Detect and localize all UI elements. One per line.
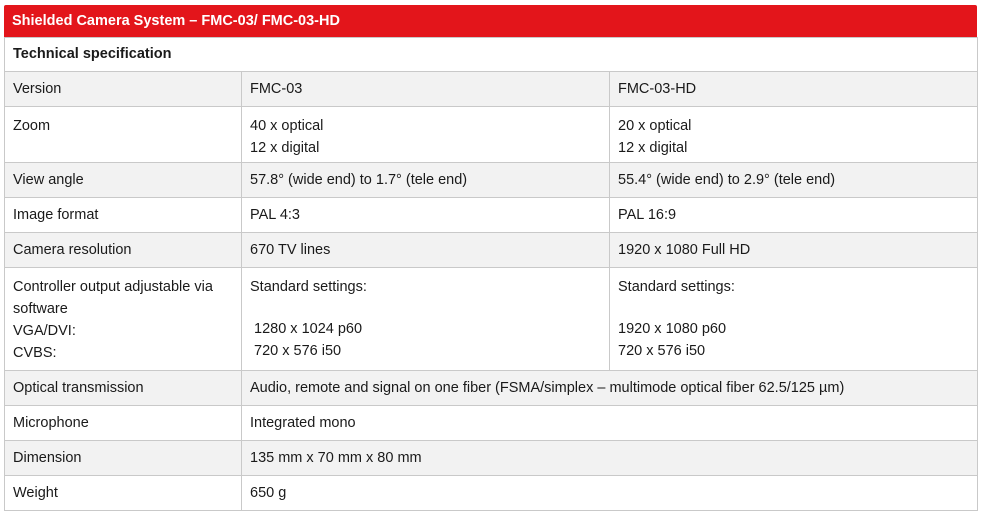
spec-sheet (4, 5, 977, 511)
row-label-optical-transmission: Optical transmission (5, 371, 242, 406)
table-row (5, 198, 978, 233)
spec-table (4, 37, 978, 511)
resolution-fmc03: 670 TV lines (242, 233, 610, 268)
vga-dvi-value: 1280 x 1024 p60 (254, 321, 363, 337)
section-title: Technical specification (5, 38, 978, 72)
zoom-optical: 20 x optical (618, 118, 692, 134)
resolution-fmc03hd: 1920 x 1080 Full HD (610, 233, 978, 268)
row-label-microphone: Microphone (5, 406, 242, 441)
row-label-camera-resolution: Camera resolution (5, 233, 242, 268)
table-row (5, 107, 978, 163)
microphone-value: Integrated mono (242, 406, 978, 441)
row-label-controller-output (5, 268, 242, 371)
standard-settings-label: Standard settings: (618, 279, 735, 295)
zoom-digital: 12 x digital (618, 140, 688, 156)
row-label-zoom: Zoom (5, 107, 242, 163)
optical-transmission-value: Audio, remote and signal on one fiber (FSMA/simplex – multimode optical fiber 62.5/125 µm) (242, 371, 978, 406)
table-row (5, 163, 978, 198)
vga-dvi-value: 1920 x 1080 p60 (618, 321, 727, 337)
section-header-row (5, 38, 978, 72)
standard-settings-label: Standard settings: (250, 279, 367, 295)
row-label-dimension: Dimension (5, 441, 242, 476)
controller-label-line: software (13, 301, 68, 317)
table-row (5, 441, 978, 476)
table-row (5, 371, 978, 406)
row-label-image-format: Image format (5, 198, 242, 233)
table-row (5, 72, 978, 107)
value-fmc03: FMC-03 (242, 72, 610, 107)
dimension-value: 135 mm x 70 mm x 80 mm (242, 441, 978, 476)
cvbs-value: 720 x 576 i50 (618, 343, 706, 359)
controller-label-vga: VGA/DVI: (13, 323, 76, 339)
row-label-weight: Weight (5, 476, 242, 511)
zoom-fmc03hd (610, 107, 978, 163)
row-label-version: Version (5, 72, 242, 107)
table-row (5, 476, 978, 511)
zoom-fmc03 (242, 107, 610, 163)
controller-label-cvbs: CVBS: (13, 345, 57, 361)
weight-value: 650 g (242, 476, 978, 511)
controller-output-fmc03hd (610, 268, 978, 371)
table-row (5, 406, 978, 441)
zoom-optical: 40 x optical (250, 118, 324, 134)
controller-output-fmc03 (242, 268, 610, 371)
table-row (5, 268, 978, 371)
image-format-fmc03: PAL 4:3 (242, 198, 610, 233)
table-row (5, 233, 978, 268)
value-fmc03hd: FMC-03-HD (610, 72, 978, 107)
controller-label-line: Controller output adjustable via (13, 279, 213, 295)
cvbs-value: 720 x 576 i50 (254, 343, 342, 359)
view-angle-fmc03: 57.8° (wide end) to 1.7° (tele end) (242, 163, 610, 198)
zoom-digital: 12 x digital (250, 140, 320, 156)
row-label-view-angle: View angle (5, 163, 242, 198)
view-angle-fmc03hd: 55.4° (wide end) to 2.9° (tele end) (610, 163, 978, 198)
image-format-fmc03hd: PAL 16:9 (610, 198, 978, 233)
title-bar: Shielded Camera System – FMC-03/ FMC-03-HD (4, 5, 977, 37)
